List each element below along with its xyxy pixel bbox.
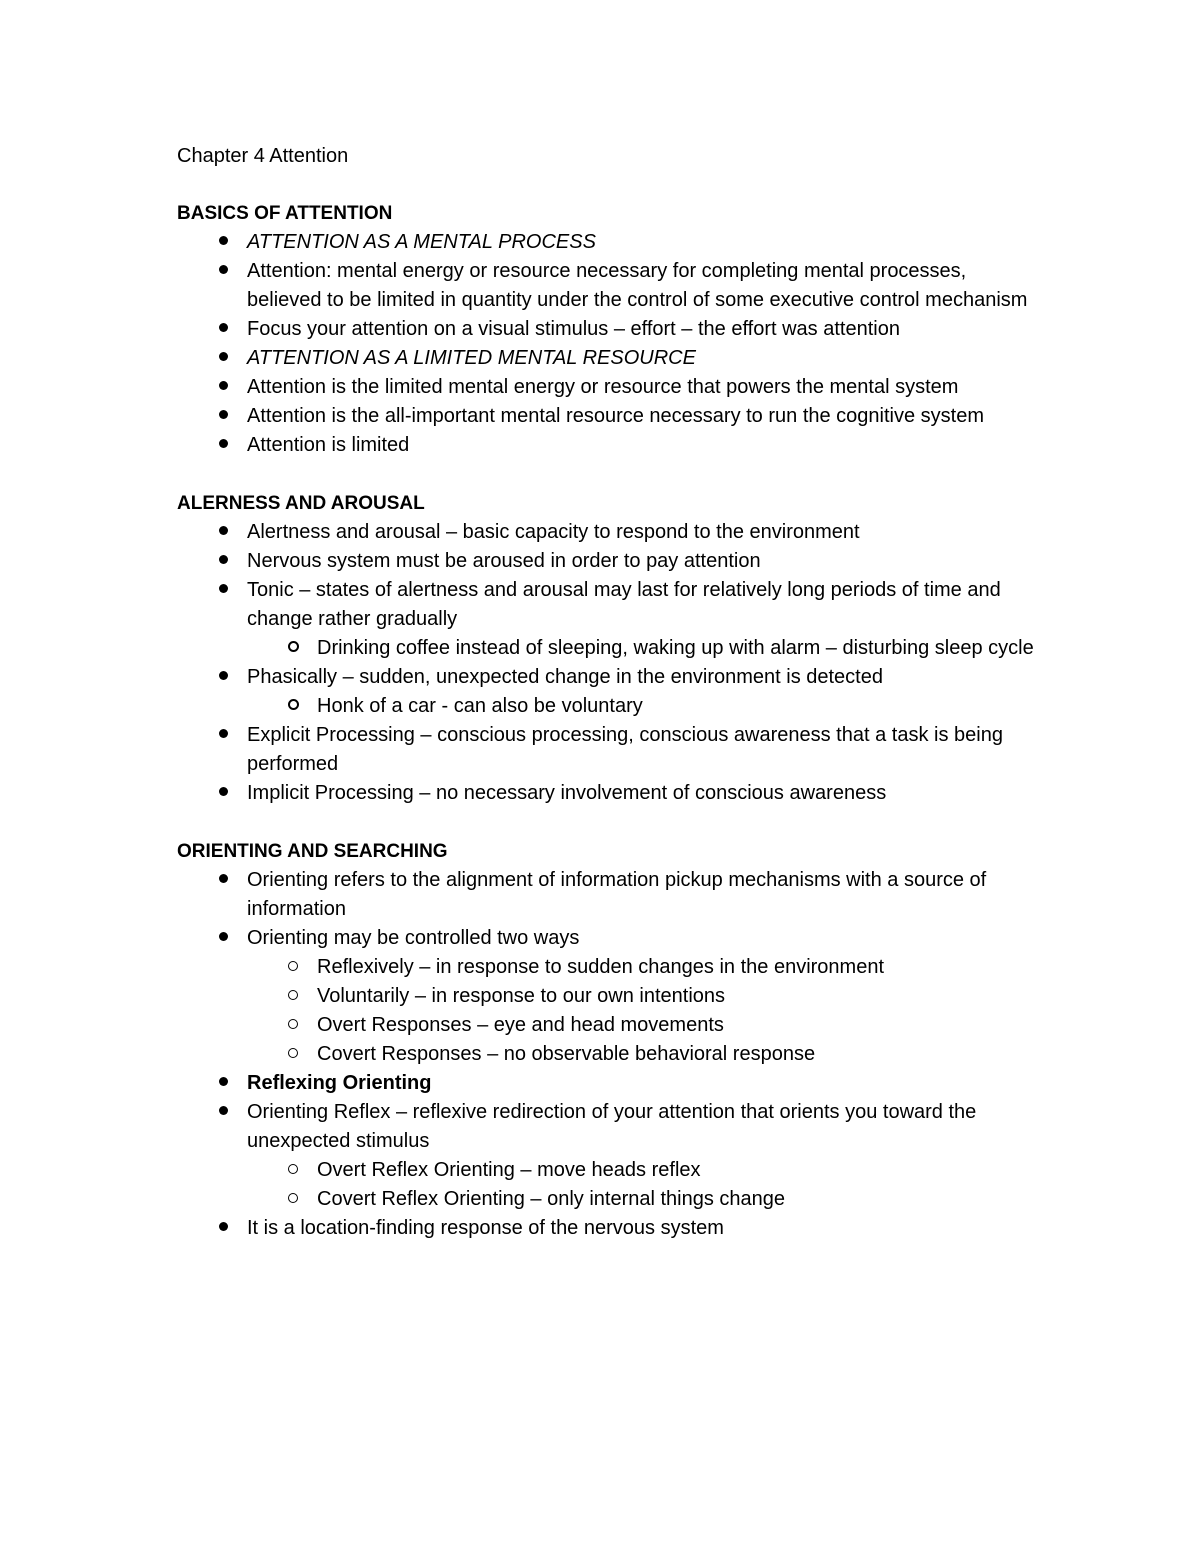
sub-list-item	[317, 634, 1037, 663]
bullet-dot-icon	[213, 1069, 233, 1098]
bullet-dot-icon	[213, 924, 233, 953]
list-item-text: Orienting may be controlled two ways	[247, 927, 580, 949]
bullet-dot-icon	[213, 257, 233, 286]
bullet-dot-icon	[213, 721, 233, 750]
list-item-text: Orienting refers to the alignment of information pickup mechanisms with a source of information	[247, 869, 987, 920]
bullet-list	[177, 228, 1037, 460]
list-item-text: Orienting Reflex – reflexive redirection of your attention that orients you toward the unexpected stimulus	[247, 1101, 977, 1152]
list-item	[247, 576, 1037, 663]
list-item-text: Nervous system must be aroused in order to pay attention	[247, 550, 761, 572]
list-item-text: Phasically – sudden, unexpected change in the environment is detected	[247, 666, 883, 688]
bullet-circle-icon	[283, 692, 303, 721]
sub-list-item	[317, 982, 1037, 1011]
bullet-dot-icon	[213, 431, 233, 460]
page-title: Chapter 4 Attention	[177, 145, 349, 167]
sub-bullet-list	[247, 692, 1037, 721]
bullet-dot-icon	[213, 518, 233, 547]
bullet-dot-icon	[213, 344, 233, 373]
list-item	[247, 431, 1037, 460]
document-content	[177, 142, 1037, 1272]
bullet-circle-icon	[283, 1011, 303, 1040]
list-item-text: Reflexing Orienting	[247, 1072, 432, 1094]
bullet-dot-icon	[213, 547, 233, 576]
list-item-text: ATTENTION AS A LIMITED MENTAL RESOURCE	[247, 347, 696, 369]
bullet-dot-icon	[213, 373, 233, 402]
sub-list-item-text: Reflexively – in response to sudden changes in the environment	[317, 956, 885, 978]
bullet-circle-icon	[283, 953, 303, 982]
list-item-text: Focus your attention on a visual stimulus – effort – the effort was attention	[247, 318, 900, 340]
bullet-dot-icon	[213, 1098, 233, 1127]
list-item	[247, 1214, 1037, 1243]
bullet-dot-icon	[213, 1214, 233, 1243]
sub-list-item	[317, 1185, 1037, 1214]
list-item-text: ATTENTION AS A MENTAL PROCESS	[247, 231, 596, 253]
list-item-text: Alertness and arousal – basic capacity to respond to the environment	[247, 521, 860, 543]
list-item-text: Explicit Processing – conscious processing, conscious awareness that a task is being performed	[247, 724, 1003, 775]
sub-list-item	[317, 953, 1037, 982]
section-alertness-and-arousal	[177, 489, 1037, 808]
section-heading: ORIENTING AND SEARCHING	[177, 841, 448, 862]
list-item-text: Tonic – states of alertness and arousal may last for relatively long periods of time and change rather gradually	[247, 579, 1001, 630]
bullet-dot-icon	[213, 315, 233, 344]
list-item	[247, 315, 1037, 344]
bullet-circle-icon	[283, 982, 303, 1011]
sub-list-item-text: Covert Reflex Orienting – only internal things change	[317, 1188, 786, 1210]
list-item-text: It is a location-finding response of the nervous system	[247, 1217, 724, 1239]
bullet-circle-icon	[283, 1156, 303, 1185]
list-item	[247, 663, 1037, 721]
list-item	[247, 344, 1037, 373]
sub-bullet-list	[247, 634, 1037, 663]
list-item	[247, 518, 1037, 547]
list-item	[247, 721, 1037, 779]
list-item	[247, 779, 1037, 808]
bullet-list	[177, 866, 1037, 1243]
bullet-list	[177, 518, 1037, 808]
list-item	[247, 547, 1037, 576]
bullet-dot-icon	[213, 576, 233, 605]
list-item	[247, 1098, 1037, 1214]
list-item	[247, 373, 1037, 402]
list-item-text: Attention is the limited mental energy or resource that powers the mental system	[247, 376, 959, 398]
sub-list-item-text: Overt Reflex Orienting – move heads reflex	[317, 1159, 701, 1181]
bullet-dot-icon	[213, 779, 233, 808]
sub-list-item-text: Covert Responses – no observable behavioral response	[317, 1043, 816, 1065]
bullet-dot-icon	[213, 402, 233, 431]
sub-list-item	[317, 1040, 1037, 1069]
bullet-circle-icon	[283, 1185, 303, 1214]
section-orienting-and-searching	[177, 837, 1037, 1243]
bullet-dot-icon	[213, 866, 233, 895]
sub-list-item	[317, 692, 1037, 721]
list-item	[247, 402, 1037, 431]
bullet-circle-icon	[283, 634, 303, 663]
bullet-dot-icon	[213, 228, 233, 257]
sub-list-item-text: Honk of a car - can also be voluntary	[317, 695, 643, 717]
list-item-text: Attention: mental energy or resource necessary for completing mental processes, believed to be limited in quantity under the control of some executive control mechanism	[247, 260, 1028, 311]
list-item	[247, 257, 1037, 315]
bullet-dot-icon	[213, 663, 233, 692]
section-heading: BASICS OF ATTENTION	[177, 203, 393, 224]
section-heading: ALERNESS AND AROUSAL	[177, 493, 425, 514]
list-item	[247, 924, 1037, 1069]
section-basics-of-attention	[177, 199, 1037, 460]
sub-bullet-list	[247, 953, 1037, 1069]
list-item	[247, 1069, 1037, 1098]
sub-list-item-text: Voluntarily – in response to our own intentions	[317, 985, 726, 1007]
list-item-text: Implicit Processing – no necessary involvement of conscious awareness	[247, 782, 887, 804]
list-item	[247, 228, 1037, 257]
list-item-text: Attention is limited	[247, 434, 410, 456]
sub-bullet-list	[247, 1156, 1037, 1214]
list-item	[247, 866, 1037, 924]
list-item-text: Attention is the all-important mental resource necessary to run the cognitive system	[247, 405, 985, 427]
bullet-circle-icon	[283, 1040, 303, 1069]
sub-list-item	[317, 1011, 1037, 1040]
sub-list-item-text: Overt Responses – eye and head movements	[317, 1014, 724, 1036]
sub-list-item-text: Drinking coffee instead of sleeping, waking up with alarm – disturbing sleep cycle	[317, 637, 1034, 659]
sub-list-item	[317, 1156, 1037, 1185]
